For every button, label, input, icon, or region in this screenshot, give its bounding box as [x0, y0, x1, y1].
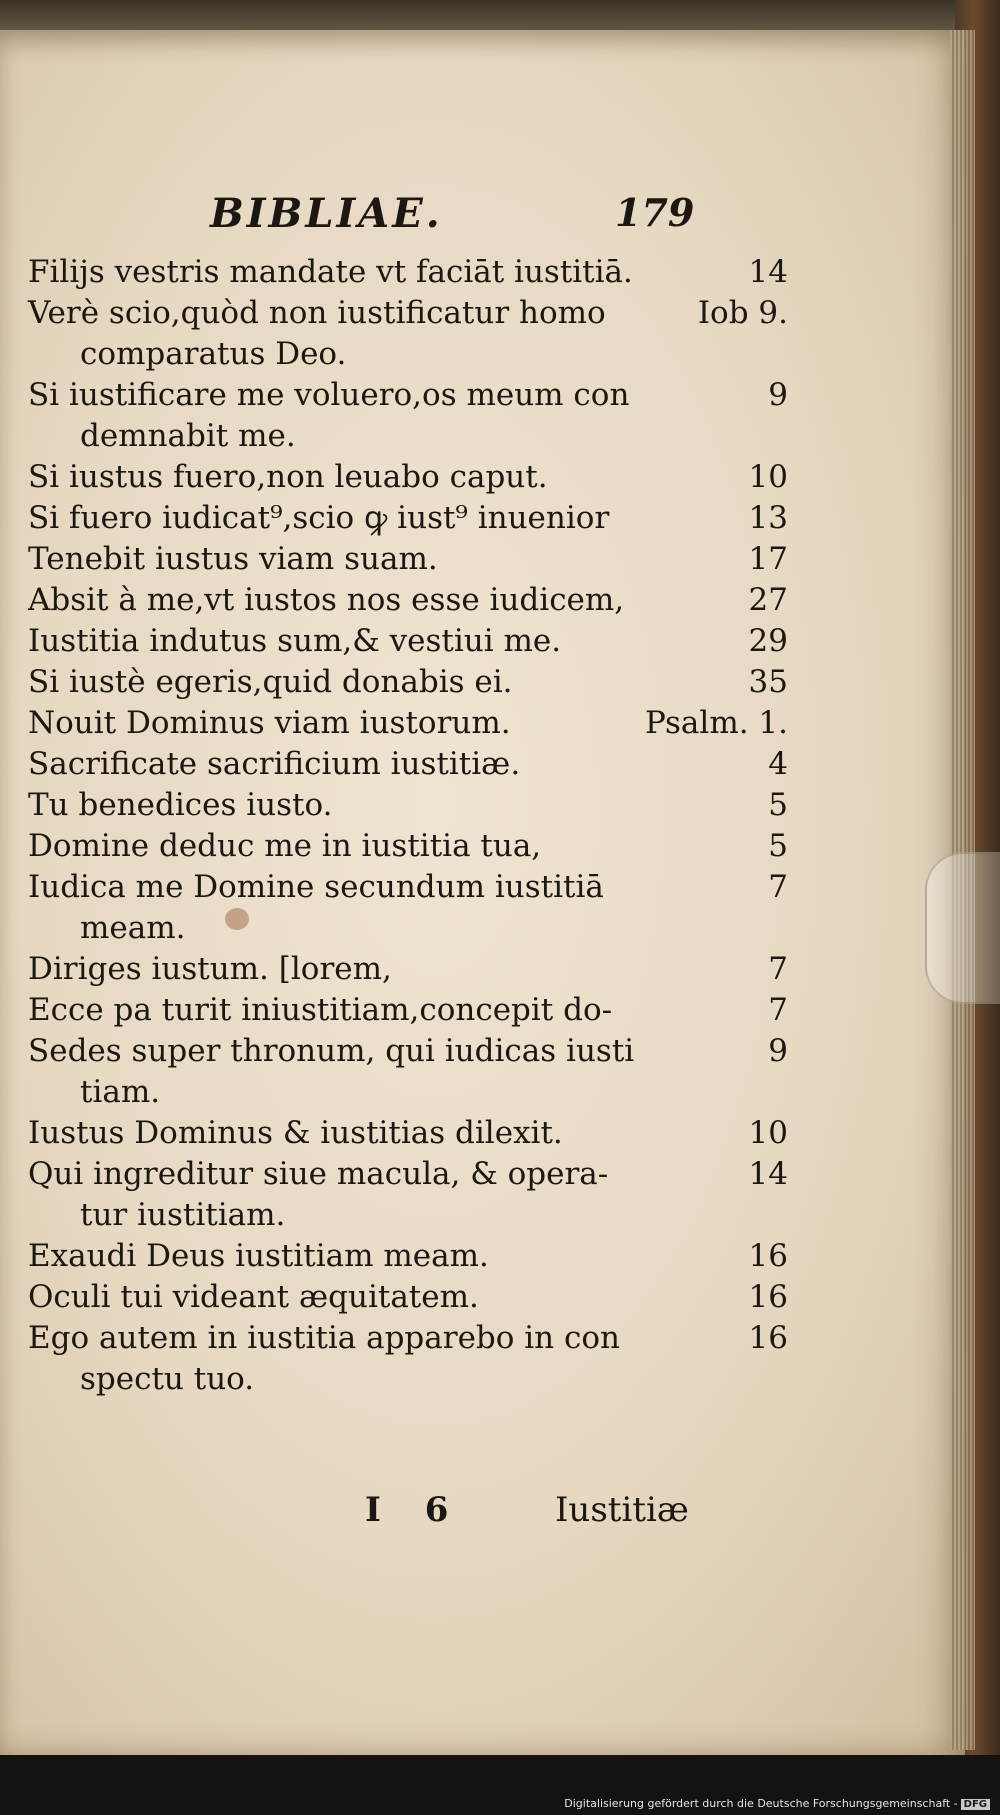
entry-text: Sedes super thronum, qui iudicas iusti — [28, 1033, 635, 1069]
verse-reference: Psalm. 1. — [644, 705, 788, 741]
entry-text: Nouit Dominus viam iustorum. — [28, 705, 511, 741]
entry-line — [28, 1031, 948, 1072]
digitization-credit — [564, 1797, 990, 1810]
entry-line — [28, 539, 948, 580]
verse-reference: 17 — [748, 541, 788, 577]
verse-reference: 9 — [768, 1033, 788, 1069]
entry-continuation-line — [28, 1359, 948, 1400]
verse-reference: 16 — [748, 1238, 788, 1274]
entry-text: Iustitia indutus sum,& vestiui me. — [28, 623, 562, 659]
verse-reference: 4 — [768, 746, 788, 782]
running-title: BIBLIAE. — [210, 190, 443, 237]
entry-line — [28, 785, 948, 826]
verse-reference: 5 — [768, 787, 788, 823]
signature-mark: I 6 — [365, 1490, 465, 1530]
entry-continuation-line — [28, 1072, 948, 1113]
entry-line — [28, 498, 948, 539]
verse-reference: 13 — [748, 500, 788, 536]
page-header — [0, 190, 965, 250]
verse-reference: 5 — [768, 828, 788, 864]
entry-text: Absit à me,vt iustos nos esse iudicem, — [28, 582, 625, 618]
verse-reference: Iob 9. — [697, 295, 788, 331]
entry-text: Si iustificare me voluero,os meum con — [28, 377, 630, 413]
entry-continuation-line — [28, 908, 948, 949]
verse-reference: 27 — [748, 582, 788, 618]
entry-continuation-line — [28, 416, 948, 457]
entry-text: spectu tuo. — [80, 1361, 255, 1397]
entry-line — [28, 1154, 948, 1195]
entry-line — [28, 662, 948, 703]
entry-text: Tenebit iustus viam suam. — [28, 541, 438, 577]
verse-reference: 10 — [748, 1115, 788, 1151]
entry-text: Si fuero iudicat⁹,scio ꝙ iust⁹ inuenior — [28, 500, 610, 536]
page-number: 179 — [615, 190, 695, 235]
entry-line — [28, 252, 948, 293]
entry-line — [28, 293, 948, 334]
entry-line — [28, 1113, 948, 1154]
entry-text: comparatus Deo. — [80, 336, 347, 372]
entry-continuation-line — [28, 334, 948, 375]
dfg-logo: DFG — [961, 1799, 990, 1810]
entry-line — [28, 990, 948, 1031]
entry-text: demnabit me. — [80, 418, 296, 454]
entry-text: Oculi tui videant æquitatem. — [28, 1279, 479, 1315]
entry-line — [28, 375, 948, 416]
entry-text: Iudica me Domine secundum iustitiā — [28, 869, 604, 905]
verse-reference: 16 — [748, 1279, 788, 1315]
credit-text: Digitalisierung gefördert durch die Deutsche Forschungsgemeinschaft - — [564, 1797, 958, 1810]
entry-text: tur iustitiam. — [80, 1197, 286, 1233]
entry-text: meam. — [80, 910, 186, 946]
verse-reference: 16 — [748, 1320, 788, 1356]
entry-line — [28, 867, 948, 908]
entry-text: Verè scio,quòd non iustificatur homo — [28, 295, 606, 331]
entry-text: Sacrificate sacrificium iustitiæ. — [28, 746, 521, 782]
catchword: Iustitiæ — [555, 1490, 689, 1530]
entry-line — [28, 580, 948, 621]
entry-line — [28, 949, 948, 990]
verse-reference: 14 — [748, 254, 788, 290]
entry-text: Exaudi Deus iustitiam meam. — [28, 1238, 489, 1274]
entry-line — [28, 457, 948, 498]
entry-text: Filijs vestris mandate vt faciāt iustitiā. — [28, 254, 633, 290]
entry-line — [28, 621, 948, 662]
entry-continuation-line — [28, 1195, 948, 1236]
entry-text: Si iustè egeris,quid donabis ei. — [28, 664, 513, 700]
entry-line — [28, 1236, 948, 1277]
entry-text: tiam. — [80, 1074, 161, 1110]
verse-reference: 7 — [768, 951, 788, 987]
verse-reference: 29 — [748, 623, 788, 659]
entry-line — [28, 703, 948, 744]
entry-text: Iustus Dominus & iustitias dilexit. — [28, 1115, 563, 1151]
entry-line — [28, 744, 948, 785]
verse-reference: 35 — [748, 664, 788, 700]
verse-reference: 9 — [768, 377, 788, 413]
entry-text: Diriges iustum. [lorem, — [28, 951, 392, 987]
entry-text: Tu benedices iusto. — [28, 787, 333, 823]
concordance-entries — [28, 252, 948, 1400]
page-footer — [0, 1490, 965, 1540]
entry-text: Qui ingreditur siue macula, & opera- — [28, 1156, 609, 1192]
entry-line — [28, 1277, 948, 1318]
entry-text: Ego autem in iustitia apparebo in con — [28, 1320, 620, 1356]
entry-text: Domine deduc me in iustitia tua, — [28, 828, 542, 864]
verse-reference: 7 — [768, 869, 788, 905]
entry-line — [28, 1318, 948, 1359]
entry-line — [28, 826, 948, 867]
entry-text: Si iustus fuero,non leuabo caput. — [28, 459, 548, 495]
verse-reference: 10 — [748, 459, 788, 495]
verse-reference: 14 — [748, 1156, 788, 1192]
verse-reference: 7 — [768, 992, 788, 1028]
entry-text: Ecce pa turit iniustitiam,concepit do- — [28, 992, 613, 1028]
